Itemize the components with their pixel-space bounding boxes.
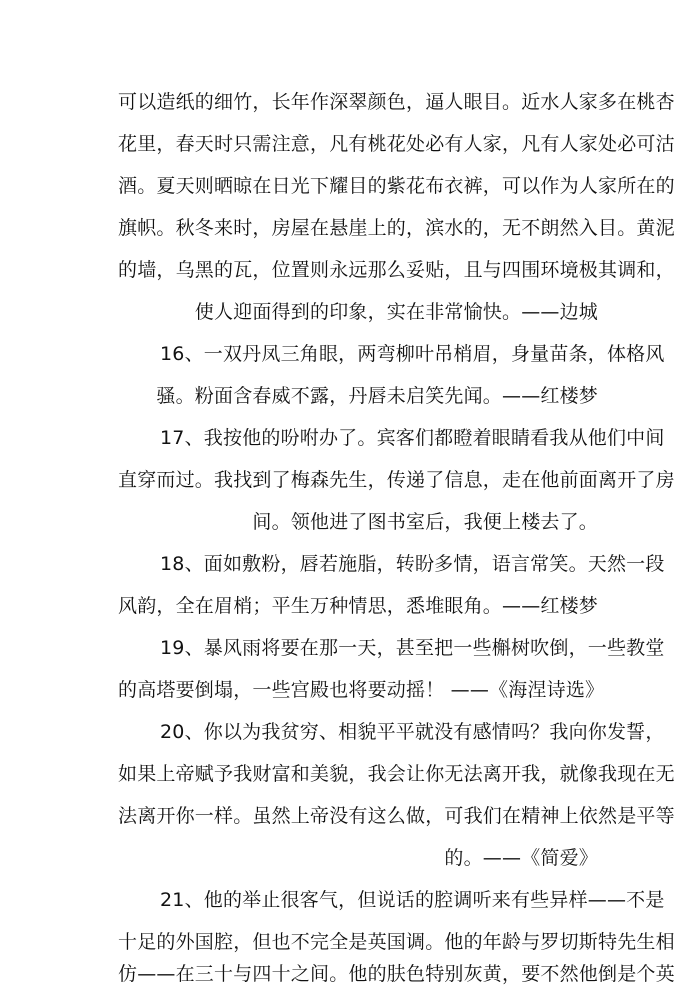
text-line: 旗帜。秋冬来时，房屋在悬崖上的，滨水的，无不朗然入目。黄泥 bbox=[118, 217, 675, 239]
text-line: 直穿而过。我找到了梅森先生，传递了信息，走在他前面离开了房 bbox=[118, 469, 675, 491]
text-line: 风韵，全在眉梢；平生万种情思，悉堆眼角。——红楼梦 bbox=[118, 595, 599, 617]
text-line: 的墙，乌黑的瓦，位置则永远那么妥贴，且与四围环境极其调和， bbox=[118, 259, 675, 281]
text-line: 法离开你一样。虽然上帝没有这么做，可我们在精神上依然是平等 bbox=[118, 805, 675, 827]
text-line: 的高塔要倒塌，一些宫殿也将要动摇！ ——《海涅诗选》 bbox=[118, 679, 605, 701]
text-line: 16、一双丹凤三角眼，两弯柳叶吊梢眉，身量苗条，体格风 bbox=[160, 343, 665, 365]
text-line: 酒。夏天则晒晾在日光下耀目的紫花布衣裤，可以作为人家所在的 bbox=[118, 175, 675, 197]
text-line: 花里，春天时只需注意，凡有桃花处必有人家，凡有人家处必可沽 bbox=[118, 133, 675, 155]
text-line: 17、我按他的吩咐办了。宾客们都瞪着眼睛看我从他们中间 bbox=[160, 427, 665, 449]
text-line: 使人迎面得到的印象，实在非常愉快。——边城 bbox=[194, 301, 598, 323]
text-line: 骚。粉面含春威不露，丹唇未启笑先闻。——红楼梦 bbox=[156, 385, 598, 407]
text-line: 18、面如敷粉，唇若施脂，转盼多情，语言常笑。天然一段 bbox=[160, 553, 665, 575]
text-line: 的。——《简爱》 bbox=[444, 847, 598, 869]
text-line: 十足的外国腔，但也不完全是英国调。他的年龄与罗切斯特先生相 bbox=[118, 931, 675, 953]
text-line: 仿——在三十与四十之间。他的肤色特别灰黄，要不然他倒是个英 bbox=[118, 963, 675, 985]
text-line: 20、你以为我贫穷、相貌平平就没有感情吗？我向你发誓， bbox=[160, 721, 665, 743]
text-line: 可以造纸的细竹，长年作深翠颜色，逼人眼目。近水人家多在桃杏 bbox=[118, 91, 675, 113]
text-line: 间。领他进了图书室后，我便上楼去了。 bbox=[252, 511, 598, 533]
text-line: 19、暴风雨将要在那一天，甚至把一些槲树吹倒，一些教堂 bbox=[160, 637, 665, 659]
text-line: 21、他的举止很客气，但说话的腔调听来有些异样——不是 bbox=[160, 889, 665, 911]
text-line: 如果上帝赋予我财富和美貌，我会让你无法离开我，就像我现在无 bbox=[118, 763, 675, 785]
